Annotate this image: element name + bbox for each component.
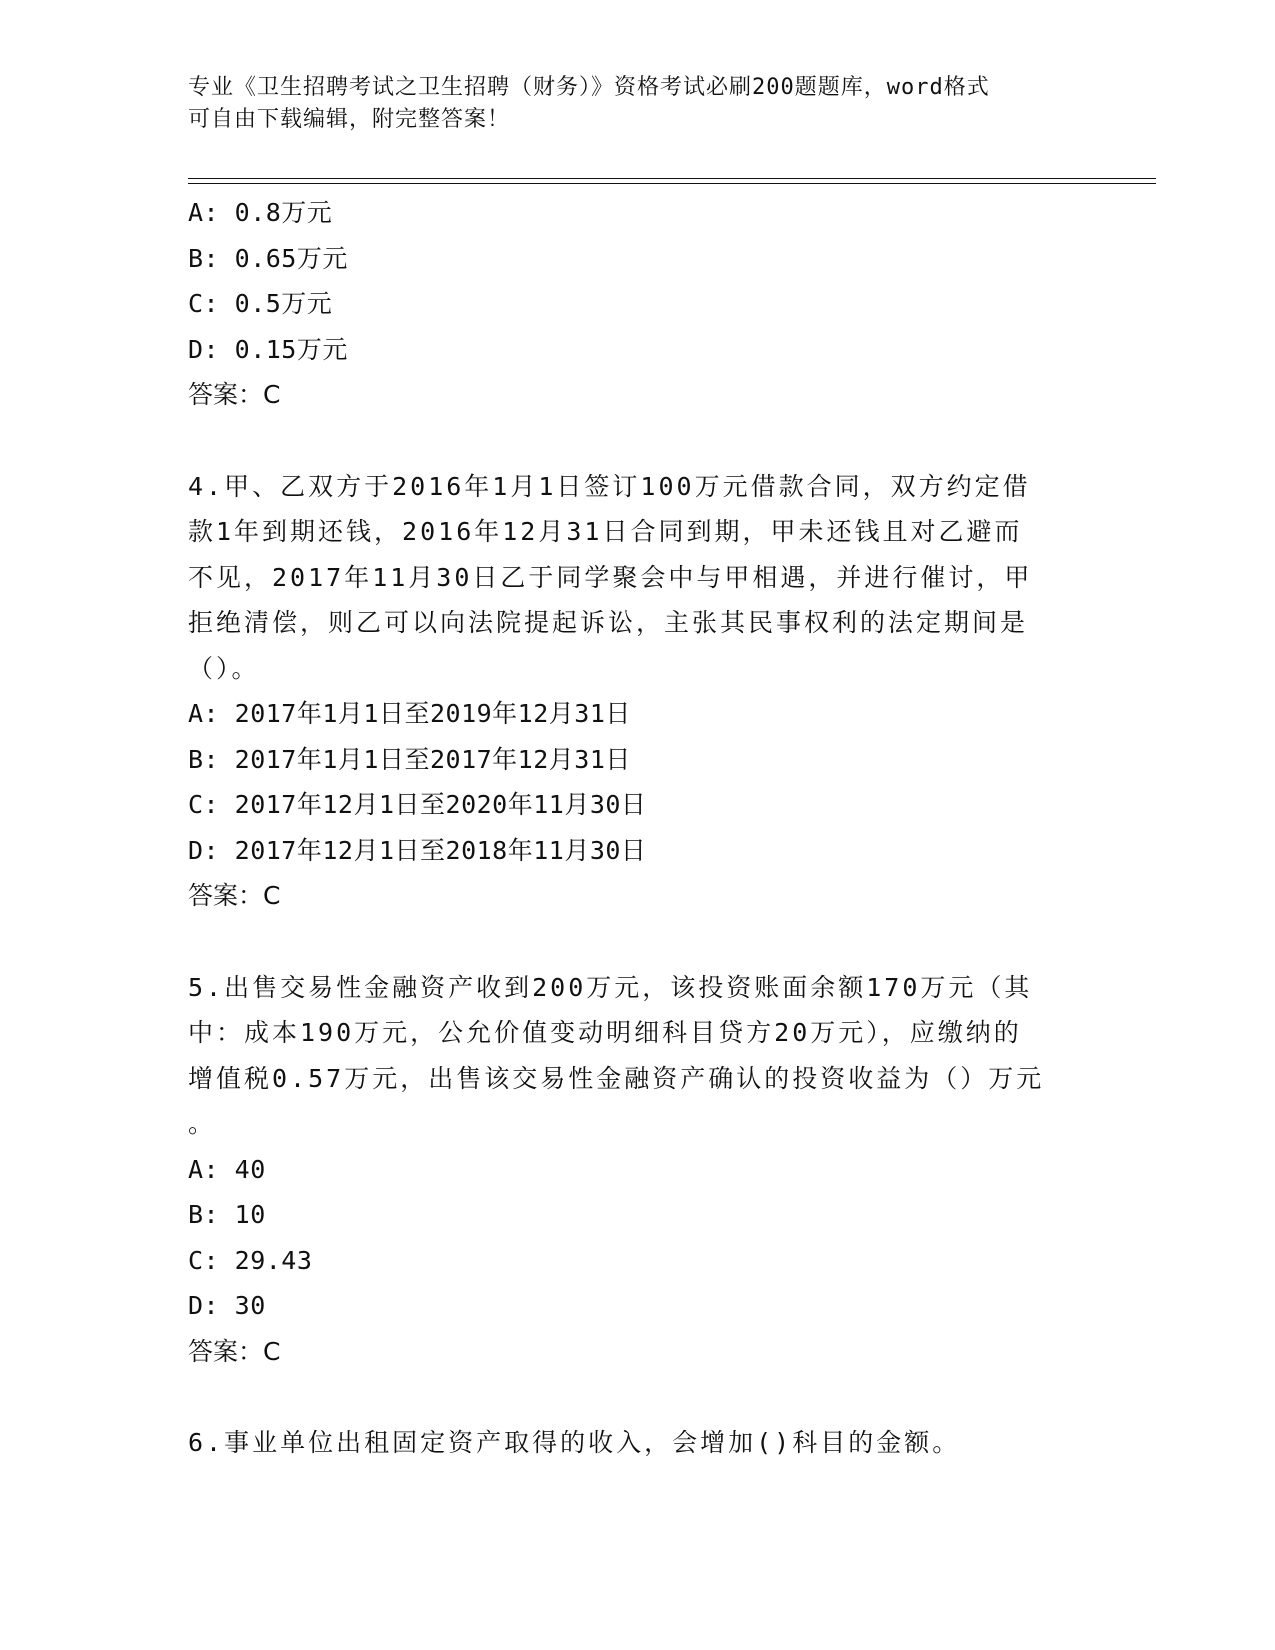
question-5-block: [188, 965, 1088, 1375]
header-divider-bottom: [188, 183, 1156, 184]
question-text-line: 中：成本190万元，公允价值变动明细科目贷方20万元），应缴纳的: [188, 1018, 1022, 1047]
question-6-block: [188, 1420, 1088, 1466]
question-text-line: 款1年到期还钱，2016年12月31日合同到期，甲未还钱且对乙避而: [188, 517, 1023, 546]
option-a: A: 0.8万元: [188, 198, 333, 227]
question-4-block: [188, 464, 1088, 919]
option-b: B: 10: [188, 1200, 266, 1229]
answer-label: 答案：C: [188, 380, 281, 409]
header-line-2: 可自由下载编辑，附完整答案！: [188, 107, 511, 132]
spacer: [188, 418, 1088, 464]
document-header: [188, 72, 1068, 136]
answer-label: 答案：C: [188, 881, 281, 910]
option-d: D: 0.15万元: [188, 334, 348, 364]
option-b: B: 2017年1月1日至2017年12月31日: [188, 744, 631, 774]
question-text-line: 。: [188, 1109, 217, 1138]
option-a: A: 40: [188, 1154, 266, 1184]
question-text-line: 增值税0.57万元，出售该交易性金融资产确认的投资收益为（）万元: [188, 1063, 1045, 1093]
option-a: A: 2017年1月1日至2019年12月31日: [188, 699, 631, 728]
option-c: C: 0.5万元: [188, 289, 333, 318]
header-line-1: 专业《卫生招聘考试之卫生招聘（财务）》资格考试必刷200题题库，word格式: [188, 75, 990, 100]
question-3-block: [188, 190, 1088, 418]
question-text-line: 拒绝清偿，则乙可以向法院提起诉讼，主张其民事权利的法定期间是: [188, 608, 1029, 637]
question-text-line: 不见，2017年11月30日乙于同学聚会中与甲相遇，并进行催讨，甲: [188, 562, 1033, 592]
option-c: C: 29.43: [188, 1245, 313, 1275]
document-body: [188, 190, 1088, 1466]
option-b: B: 0.65万元: [188, 243, 348, 273]
spacer: [188, 919, 1088, 965]
option-d: D: 30: [188, 1291, 266, 1320]
answer-label: 答案：C: [188, 1336, 281, 1366]
spacer: [188, 1374, 1088, 1420]
header-divider-top: [188, 178, 1156, 179]
option-c: C: 2017年12月1日至2020年11月30日: [188, 790, 647, 819]
question-text-line: 4.甲、乙双方于2016年1月1日签订100万元借款合同，双方约定借: [188, 471, 1031, 501]
question-text-line: 5.出售交易性金融资产收到200万元，该投资账面余额170万元（其: [188, 972, 1033, 1002]
question-text-line: （）。: [188, 653, 260, 683]
question-text-line: 6.事业单位出租固定资产取得的收入，会增加()科目的金额。: [188, 1428, 961, 1457]
option-d: D: 2017年12月1日至2018年11月30日: [188, 835, 647, 865]
